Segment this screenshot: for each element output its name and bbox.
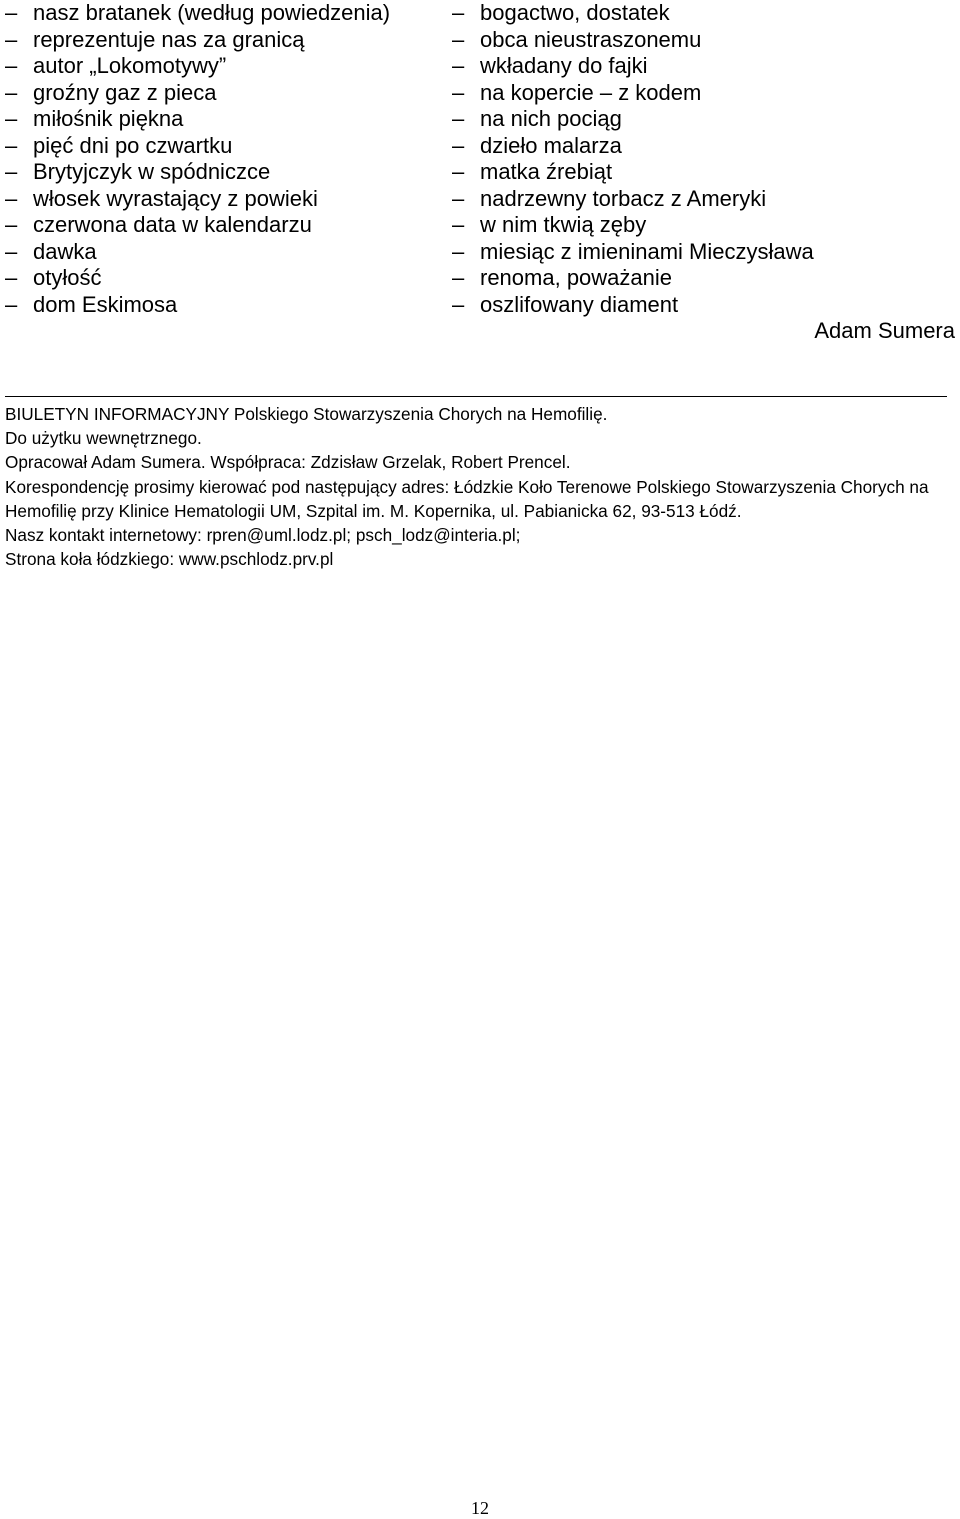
dash-marker: –	[452, 0, 465, 25]
clue-text: miłośnik piękna	[33, 106, 184, 131]
clue-text: matka źrebiąt	[480, 159, 613, 184]
clue-item	[452, 159, 814, 186]
dash-marker: –	[5, 185, 18, 211]
credits-line: Opracował Adam Sumera. Współpraca: Zdzisław Grzelak, Robert Prencel.	[5, 452, 571, 473]
clue-text: otyłość	[33, 265, 102, 290]
clue-text: dzieło malarza	[480, 132, 622, 158]
dash-marker: –	[5, 106, 18, 131]
clue-text: miesiąc z imieninami Mieczysława	[480, 238, 814, 264]
clue-item	[452, 106, 814, 133]
dash-marker: –	[452, 291, 465, 317]
clue-text: czerwona data w kalendarzu	[33, 212, 312, 237]
dash-marker: –	[452, 159, 465, 184]
clue-text: nadrzewny torbacz z Ameryki	[480, 185, 767, 211]
dash-marker: –	[452, 26, 465, 52]
bulletin-title: BIULETYN INFORMACYJNY Polskiego Stowarzyszenia Chorych na Hemofilię.	[5, 404, 608, 424]
dash-marker: –	[5, 159, 18, 184]
clue-item	[5, 133, 390, 160]
dash-marker: –	[5, 53, 18, 78]
bulletin-footer	[5, 402, 955, 571]
clue-text: dom Eskimosa	[33, 291, 178, 317]
dash-marker: –	[5, 132, 18, 158]
clue-text: reprezentuje nas za granicą	[33, 26, 305, 52]
clue-item	[452, 239, 814, 266]
clue-item	[5, 53, 390, 80]
clue-item	[5, 0, 390, 27]
clue-text: obca nieustraszonemu	[480, 26, 702, 52]
dash-marker: –	[452, 132, 465, 158]
clue-item	[5, 106, 390, 133]
clue-text: Brytyjczyk w spódniczce	[33, 159, 271, 184]
clue-text: na nich pociąg	[480, 106, 622, 131]
address-paragraph: Korespondencję prosimy kierować pod następujący adres: Łódzkie Koło Terenowe Polskiego Stowarzyszenia Chorych na Hemofilię przy Klinice Hematologii UM, Szpital im. M. Kopernika, ul. Pabianicka 62, 93-513 Łódź.	[5, 476, 929, 521]
dash-marker: –	[452, 212, 465, 237]
clue-item	[452, 186, 814, 213]
dash-marker: –	[5, 79, 18, 105]
clue-item	[5, 292, 390, 319]
dash-marker: –	[5, 238, 18, 264]
clue-item	[5, 159, 390, 186]
clue-text: oszlifowany diament	[480, 291, 679, 317]
clue-text: groźny gaz z pieca	[33, 79, 217, 105]
clue-item	[5, 212, 390, 239]
clue-item	[452, 53, 814, 80]
clue-item	[452, 292, 814, 319]
divider-line	[5, 396, 947, 397]
dash-marker: –	[452, 106, 465, 131]
clue-item	[452, 0, 814, 27]
dash-marker: –	[452, 185, 465, 211]
dash-marker: –	[452, 265, 465, 290]
dash-marker: –	[452, 79, 465, 105]
clue-text: pięć dni po czwartku	[33, 132, 233, 158]
clue-item	[452, 212, 814, 239]
dash-marker: –	[452, 238, 465, 264]
dash-marker: –	[5, 291, 18, 317]
clue-text: bogactwo, dostatek	[480, 0, 670, 25]
clue-text: renoma, poważanie	[480, 265, 673, 290]
website-line: Strona koła łódzkiego: www.pschlodz.prv.pl	[5, 549, 334, 570]
clue-text: nasz bratanek (według powiedzenia)	[33, 0, 391, 25]
clue-item	[5, 239, 390, 266]
clues-right-column	[452, 0, 814, 318]
clues-left-column	[5, 0, 390, 318]
contact-line: Nasz kontakt internetowy: rpren@uml.lodz.pl; psch_lodz@interia.pl;	[5, 525, 521, 546]
clue-text: włosek wyrastający z powieki	[33, 185, 318, 211]
page-number: 12	[471, 1498, 489, 1518]
internal-use-note: Do użytku wewnętrznego.	[5, 428, 202, 449]
clue-text: autor „Lokomotywy”	[33, 53, 227, 78]
author-signature: Adam Sumera	[814, 318, 955, 343]
clue-item	[452, 133, 814, 160]
clue-item	[452, 27, 814, 54]
dash-marker: –	[5, 26, 18, 52]
clue-text: na kopercie – z kodem	[480, 79, 702, 105]
clue-text: w nim tkwią zęby	[480, 212, 647, 237]
dash-marker: –	[5, 265, 18, 290]
clue-text: dawka	[33, 238, 97, 264]
clue-text: wkładany do fajki	[480, 53, 648, 78]
clue-item	[452, 265, 814, 292]
dash-marker: –	[5, 0, 18, 25]
clue-item	[5, 186, 390, 213]
dash-marker: –	[452, 53, 465, 78]
clue-item	[5, 27, 390, 54]
clue-item	[452, 80, 814, 107]
clue-item	[5, 80, 390, 107]
dash-marker: –	[5, 212, 18, 237]
clue-item	[5, 265, 390, 292]
